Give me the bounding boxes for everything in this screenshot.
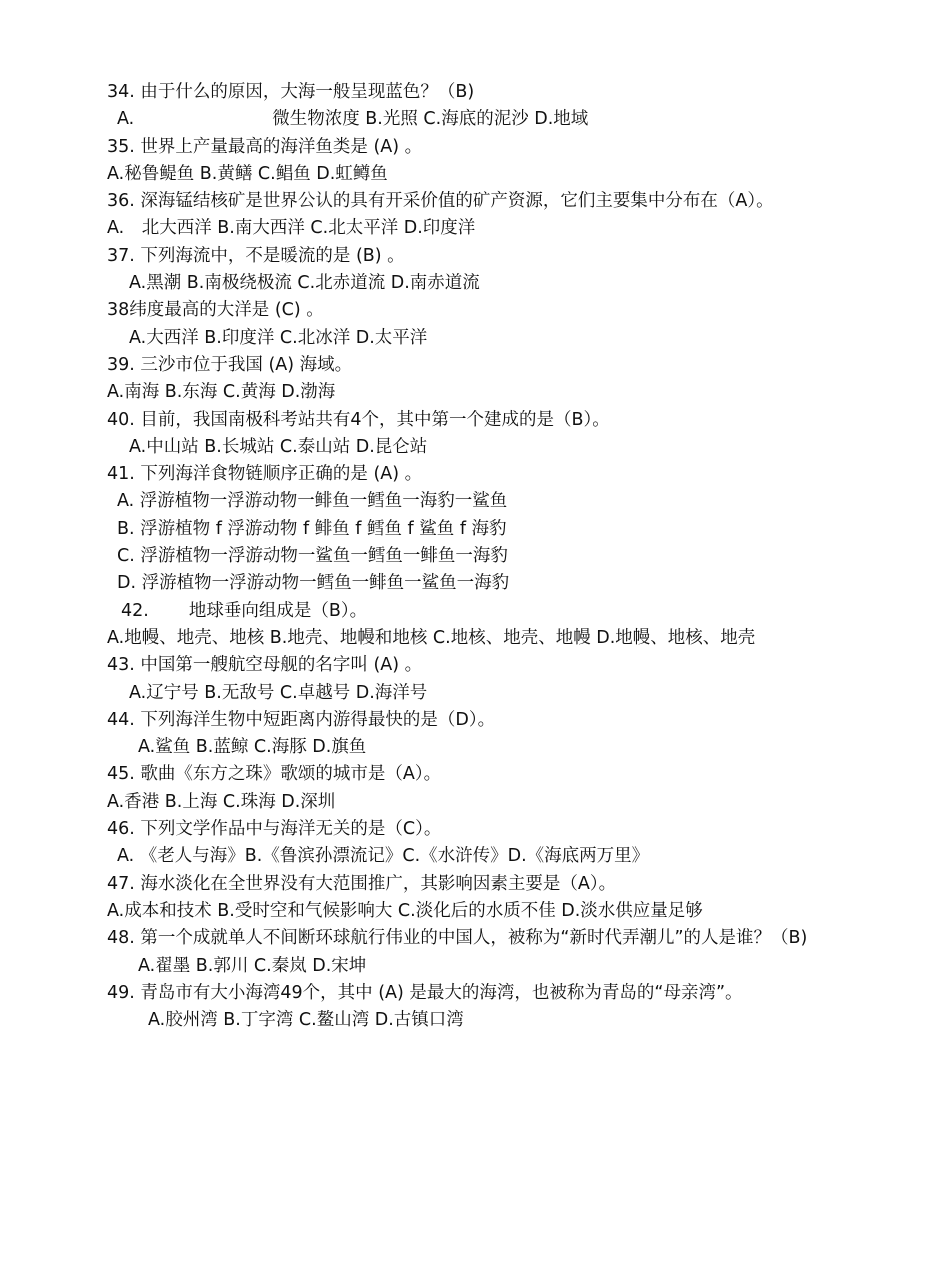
question-49-options: A.胶州湾 B.丁字湾 C.鳌山湾 D.古镇口湾 <box>148 1010 464 1031</box>
question-37-options: A.黑潮 B.南极绕极流 C.北赤道流 D.南赤道流 <box>129 273 480 294</box>
question-36-options: A. 北大西洋 B.南大西洋 C.北太平洋 D.印度洋 <box>107 218 476 239</box>
question-41-option-d: D. 浮游植物一浮游动物一鳕鱼一鲱鱼一鲨鱼一海豹 <box>117 573 510 594</box>
question-40-options: A.中山站 B.长城站 C.泰山站 D.昆仑站 <box>129 436 428 457</box>
question-47-options: A.成本和技术 B.受时空和气候影响大 C.淡化后的水质不佳 D.淡水供应量足够 <box>107 900 703 921</box>
document-page <box>107 79 847 1034</box>
question-46-options: A. 《老人与海》B.《鲁滨孙漂流记》C.《水浒传》D.《海底两万里》 <box>117 846 650 867</box>
question-45: 45. 歌曲《东方之珠》歌颂的城市是（A）。 <box>107 764 442 785</box>
question-46: 46. 下列文学作品中与海洋无关的是（C）。 <box>107 819 442 840</box>
question-34: 34. 由于什么的原因，大海一般呈现蓝色？（B) <box>107 82 475 102</box>
question-39-options: A.南海 B.东海 C.黄海 D.渤海 <box>107 382 336 403</box>
question-42-options: A.地幔、地壳、地核 B.地壳、地幔和地核 C.地核、地壳、地幔 D.地幔、地核、地壳 <box>107 627 756 648</box>
question-40: 40. 目前，我国南极科考站共有4个，其中第一个建成的是（B）。 <box>107 409 610 430</box>
question-49: 49. 青岛市有大小海湾49个，其中 (A) 是最大的海湾，也被称为青岛的“母亲湾”。 <box>107 982 743 1003</box>
question-35-options: A.秘鲁鳀鱼 B.黄鳝 C.鲳鱼 D.虹鳟鱼 <box>107 163 388 184</box>
options-text: 微生物浓度 B.光照 C.海底的泥沙 D.地域 <box>272 109 589 130</box>
question-47: 47. 海水淡化在全世界没有大范围推广，其影响因素主要是（A）。 <box>107 873 617 894</box>
question-36: 36. 深海锰结核矿是世界公认的具有开采价值的矿产资源，它们主要集中分布在（A）。 <box>107 191 774 212</box>
question-39: 39. 三沙市位于我国 (A) 海域。 <box>107 354 353 375</box>
question-43-options: A.辽宁号 B.无敌号 C.卓越号 D.海洋号 <box>129 682 428 703</box>
question-41-option-b: B. 浮游植物 f 浮游动物 f 鲱鱼 f 鳕鱼 f 鲨鱼 f 海豹 <box>117 518 507 539</box>
question-37: 37. 下列海流中，不是暖流的是 (B) 。 <box>107 245 405 266</box>
question-43: 43. 中国第一艘航空母舰的名字叫 (A) 。 <box>107 655 423 676</box>
question-35: 35. 世界上产量最高的海洋鱼类是 (A) 。 <box>107 136 423 157</box>
question-42 <box>107 598 847 625</box>
question-38: 38纬度最高的大洋是 (C) 。 <box>107 300 324 321</box>
question-34-options <box>107 106 847 133</box>
question-44-options: A.鲨鱼 B.蓝鲸 C.海豚 D.旗鱼 <box>138 737 367 758</box>
question-text: 地球垂向组成是（B）。 <box>188 600 368 621</box>
question-41-option-c: C. 浮游植物一浮游动物一鲨鱼一鳕鱼一鲱鱼一海豹 <box>117 546 508 567</box>
question-44: 44. 下列海洋生物中短距离内游得最快的是（D）。 <box>107 709 496 730</box>
question-45-options: A.香港 B.上海 C.珠海 D.深圳 <box>107 791 336 812</box>
question-41-option-a: A. 浮游植物一浮游动物一鲱鱼一鳕鱼一海豹一鲨鱼 <box>117 491 508 512</box>
question-number: 42. <box>121 600 149 621</box>
option-label: A. <box>117 109 135 130</box>
question-38-options: A.大西洋 B.印度洋 C.北冰洋 D.太平洋 <box>129 327 428 348</box>
question-48: 48. 第一个成就单人不间断环球航行伟业的中国人，被称为“新时代弄潮儿”的人是谁？（B) <box>107 928 808 949</box>
question-48-options: A.翟墨 B.郭川 C.秦岚 D.宋坤 <box>138 955 367 976</box>
question-41: 41. 下列海洋食物链顺序正确的是 (A) 。 <box>107 464 423 485</box>
